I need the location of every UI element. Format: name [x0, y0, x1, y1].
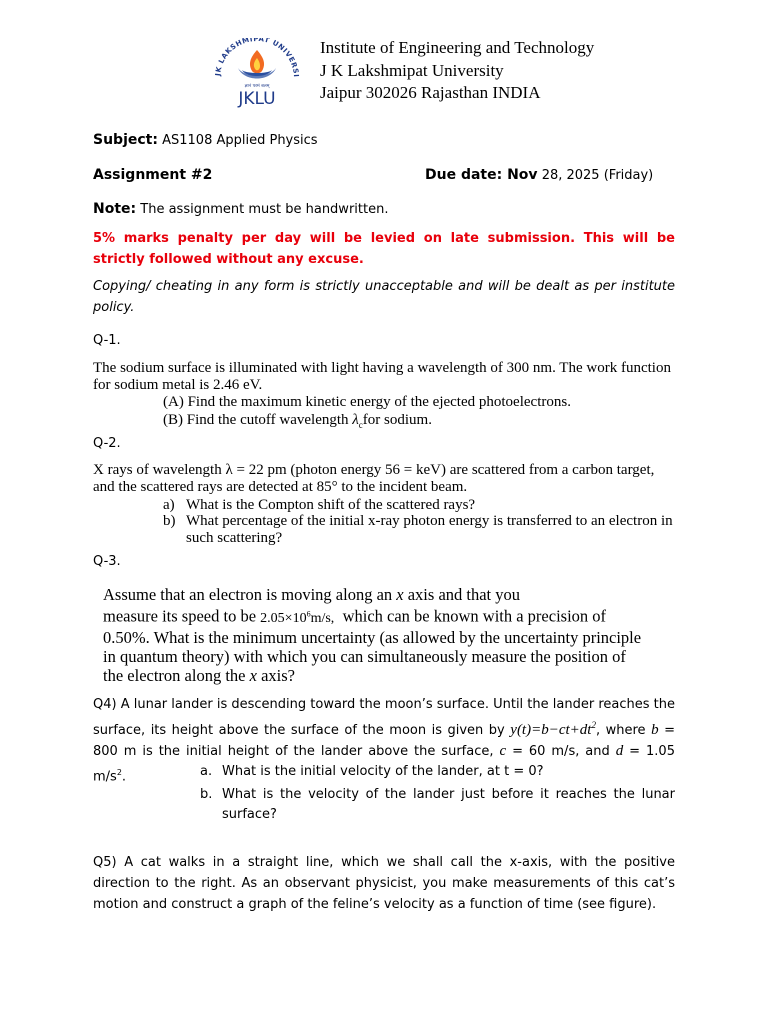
institute-address: [320, 37, 594, 105]
q4-part-b-text: What is the velocity of the lander just before it reaches the lunar surface?: [222, 787, 675, 822]
q1-part-b-marker: (B): [163, 412, 183, 428]
logo-wordmark: JKLU: [238, 89, 276, 108]
q2-part-a-marker: a): [163, 497, 175, 513]
q1-part-a-text: Find the maximum kinetic energy of the ejected photoelectrons.: [187, 394, 571, 410]
logo-arc-text: JK LAKSHMIPAT UNIVERSI: [214, 38, 300, 78]
q2-part-a: [163, 497, 683, 514]
q4-text-mid: , where: [595, 723, 646, 738]
q4-part-a-marker: a.: [200, 764, 213, 779]
q3-line5-post: axis?: [261, 665, 295, 685]
q3-line: [103, 666, 683, 685]
q3-line1-pre: Assume that an electron is moving along an: [103, 585, 393, 604]
subject-value: AS1108 Applied Physics: [162, 133, 318, 148]
q4-part-a-text: What is the initial velocity of the lander, at t = 0?: [222, 764, 544, 779]
q4-formula-body: y(t)=b−ct+dt: [510, 722, 592, 738]
q4-formula: [510, 722, 596, 738]
q2-part-b-text: What percentage of the initial x-ray photon energy is transferred to an electron in such scattering?: [186, 513, 673, 546]
q2-part-a-text: What is the Compton shift of the scattered rays?: [186, 497, 476, 513]
q1-part-b: [163, 412, 683, 434]
q3-line5-pre: the electron along the: [103, 665, 246, 685]
q2-part-b-marker: b): [163, 513, 176, 529]
logo-emblem-icon: [214, 38, 300, 108]
speed-exponent: 6: [306, 609, 311, 618]
q3-line1-post: axis and that you: [407, 585, 521, 604]
assignment-number: Assignment #2: [93, 167, 213, 183]
q4-part-b-marker: b.: [200, 787, 213, 802]
q1-part-b-end: for sodium.: [362, 412, 432, 428]
q4-b-value: = 800 m is the initial height of the lander above the surface,: [93, 723, 675, 759]
q2-text: X rays of wavelength λ = 22 pm (photon energy 56 = keV) are scattered from a carbon target, and the scattered rays are detected at 85° to the incident beam.: [93, 462, 655, 495]
lambda-subscript: c: [358, 420, 363, 430]
q1-label: Q-1.: [93, 333, 121, 348]
var-b: b: [651, 722, 659, 738]
institute-line: Institute of Engineering and Technology: [320, 38, 595, 57]
policy-notice: Copying/ cheating in any form is strictly unacceptable and will be dealt as per institute policy.: [93, 279, 675, 315]
logo-motto: ज्ञानं परमं बलम्: [244, 84, 270, 89]
university-logo: [214, 38, 300, 108]
q3-text: [103, 585, 683, 685]
speed-value: [260, 611, 334, 626]
q3-line: in quantum theory) with which you can simultaneously measure the position of: [103, 646, 626, 666]
q4-part-b: [200, 785, 675, 825]
subject-label: Subject:: [93, 132, 158, 148]
late-penalty-notice: 5% marks penalty per day will be levied on late submission. This will be strictly followed without any excuse.: [93, 231, 675, 267]
q5-text: Q5) A cat walks in a straight line, which we shall call the x-axis, with the positive direction to the right. As an observant physicist, you make measurements of this cat’s motion and construct a graph of the feline’s velocity as a function of time (see figure).: [93, 855, 675, 912]
var-d: d: [615, 743, 624, 759]
q4-text-pre: Q4) A lunar lander is descending toward the moon’s surface. Until the lander reaches the surface, its height above the surface of the moon is given by: [93, 697, 675, 738]
note-line: [93, 201, 675, 217]
q3-line2-post: which can be known with a precision of: [342, 606, 607, 626]
due-value: 28, 2025 (Friday): [541, 168, 654, 183]
q3-line2-pre: measure its speed to be: [103, 606, 257, 626]
var-x: x: [396, 585, 404, 604]
institute-line: J K Lakshmipat University: [320, 60, 504, 80]
q2-part-b: [163, 513, 675, 547]
q1-part-b-text: Find the cutoff wavelength: [186, 412, 349, 428]
q4-c-value: = 60 m/s, and: [512, 744, 610, 759]
q1-part-a: [163, 394, 683, 411]
assignment-line: [93, 167, 675, 183]
q4-d-value: = 1.05 m/s: [93, 744, 675, 785]
q4-part-a: [200, 764, 675, 779]
q3-label: Q-3.: [93, 554, 121, 569]
note-label: Note:: [93, 201, 137, 217]
q3-line: 0.50%. What is the minimum uncertainty (as allowed by the uncertainty principle: [103, 627, 642, 647]
lambda-symbol: λ: [352, 412, 359, 428]
q3-line: [103, 585, 683, 604]
due-label: Due date: Nov: [425, 167, 538, 183]
q4-formula-exponent: 2: [591, 720, 596, 730]
q1-text: The sodium surface is illuminated with light having a wavelength of 300 nm. The work function for sodium metal is 2.46 eV.: [93, 360, 671, 393]
institute-line: Jaipur 302026 Rajasthan INDIA: [320, 83, 541, 102]
due-date: [425, 167, 653, 183]
q4-d-exponent: 2: [116, 768, 122, 777]
var-x: x: [249, 665, 257, 685]
subject-line: [93, 132, 675, 148]
q1-part-a-marker: (A): [163, 394, 184, 410]
var-c: c: [499, 743, 507, 759]
speed-mantissa: 2.05×10: [260, 610, 307, 626]
speed-unit: m/s,: [310, 610, 335, 626]
q4-d-end: .: [121, 769, 127, 785]
note-value: The assignment must be handwritten.: [140, 202, 389, 217]
q2-label: Q-2.: [93, 436, 121, 451]
q3-line: [103, 604, 683, 628]
